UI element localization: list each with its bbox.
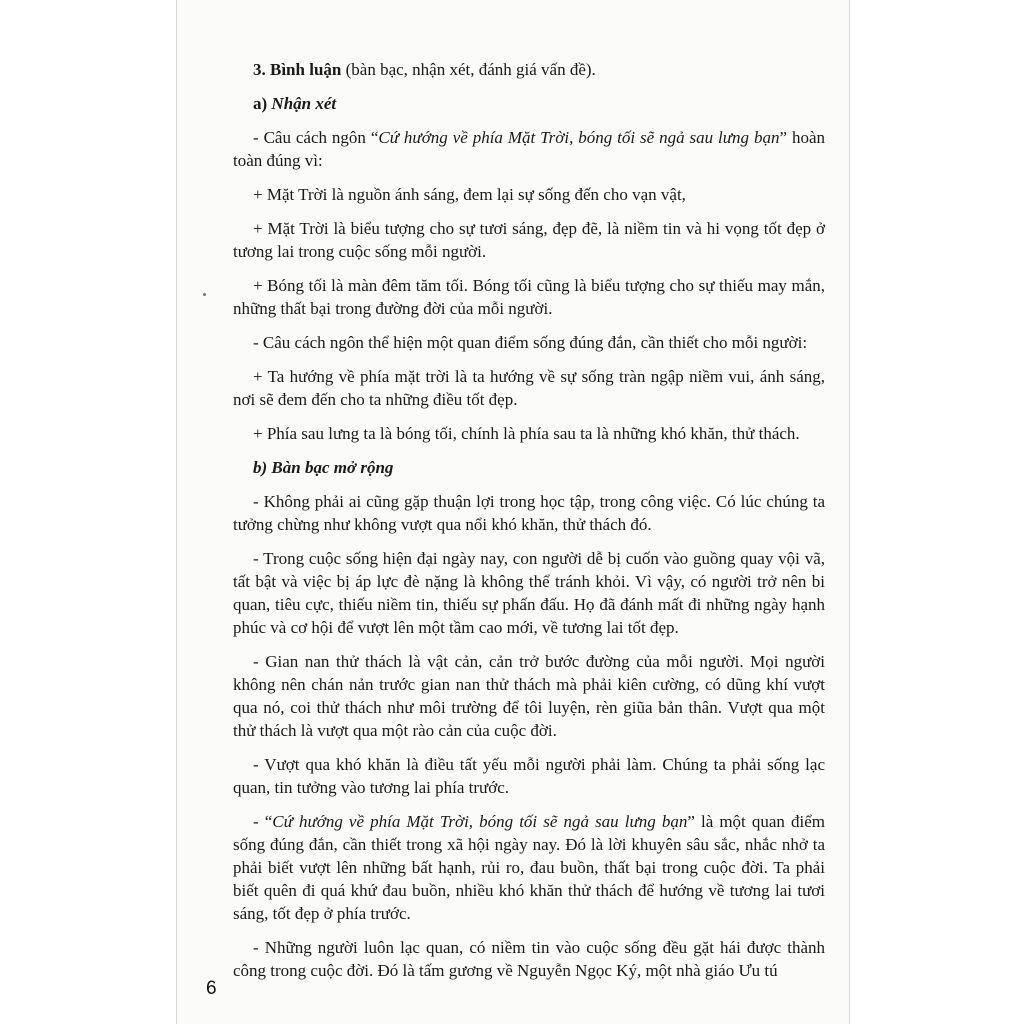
heading-title: 3. Bình luận (253, 60, 342, 79)
subheading-b: b) Bàn bạc mở rộng (253, 458, 394, 477)
paragraph: - Trong cuộc sống hiện đại ngày nay, con người dễ bị cuốn vào guồng quay vội vã, tất bật và việc bị áp lực đè nặng là không thể tránh khỏi. Vì vậy, có người trở nên bi quan, tiêu cực, thiếu niềm tin, thiếu sự phấn đấu. Họ đã đánh mất đi những ngày hạnh phúc và cơ hội để vượt lên một tầm cao mới, về tương lai tốt đẹp. (233, 549, 825, 637)
subheading-a (233, 92, 825, 115)
page-text (233, 58, 825, 993)
paragraph-text: ” là một quan điểm sống đúng đắn, cần thiết trong xã hội ngày nay. Đó là lời khuyên sâu sắc, nhắc nhở ta phải biết vượt lên những bất hạnh, rủi ro, đau buồn, thất bại trong cuộc đời. Ta phải biết quên đi quá khứ đau buồn, nhiều khó khăn thử thách để hướng về tương lai tươi sáng, tốt đẹp ở phía trước. (233, 812, 825, 923)
paragraph: + Mặt Trời là nguồn ánh sáng, đem lại sự sống đến cho vạn vật, (253, 185, 686, 204)
paragraph (233, 810, 825, 925)
section-heading (233, 58, 825, 81)
paragraph-text: - “ (253, 812, 273, 831)
heading-subtitle: (bàn bạc, nhận xét, đánh giá vấn đề). (341, 60, 596, 79)
paragraph: + Phía sau lưng ta là bóng tối, chính là phía sau ta là những khó khăn, thử thách. (253, 424, 800, 443)
paragraph: - Những người luôn lạc quan, có niềm tin vào cuộc sống đều gặt hái được thành công trong cuộc đời. Đó là tấm gương về Nguyễn Ngọc Ký, một nhà giáo Ưu tú (233, 938, 825, 980)
subheading-a-title: Nhận xét (271, 94, 337, 113)
paragraph: - Câu cách ngôn thể hiện một quan điểm sống đúng đắn, cần thiết cho mỗi người: (253, 333, 808, 352)
paragraph: - Không phải ai cũng gặp thuận lợi trong học tập, trong công việc. Có lúc chúng ta tưởng chừng như không vượt qua nổi khó khăn, thử thách đó. (233, 492, 825, 534)
paragraph: - Gian nan thử thách là vật cản, cản trở bước đường của mỗi người. Mọi người không nên chán nản trước gian nan thử thách mà phải kiên cường, có dũng khí vượt qua nó, coi thử thách như môi trường để tôi luyện, rèn giũa bản thân. Vượt qua một thử thách là vượt qua một rào cản của cuộc đời. (233, 652, 825, 740)
quote-text: Cứ hướng về phía Mặt Trời, bóng tối sẽ ngả sau lưng bạn (378, 128, 780, 147)
paragraph-text: ” hoàn toàn đúng vì: (233, 128, 825, 170)
paragraph: - Vượt qua khó khăn là điều tất yếu mỗi người phải làm. Chúng ta phải sống lạc quan, tin tưởng vào tương lai phía trước. (233, 755, 825, 797)
paragraph (233, 126, 825, 172)
paragraph-text: - Câu cách ngôn “ (253, 128, 379, 147)
book-page (176, 0, 850, 1024)
paragraph: + Bóng tối là màn đêm tăm tối. Bóng tối cũng là biểu tượng cho sự thiếu may mắn, những thất bại trong đường đời của mỗi người. (233, 276, 825, 318)
margin-speck (203, 293, 206, 296)
subheading-a-label: a) (253, 94, 272, 113)
paragraph: + Ta hướng về phía mặt trời là ta hướng về sự sống tràn ngập niềm vui, ánh sáng, nơi sẽ đem đến cho ta những điều tốt đẹp. (233, 367, 825, 409)
quote-text: Cứ hướng về phía Mặt Trời, bóng tối sẽ ngả sau lưng bạn (272, 812, 688, 831)
paragraph: + Mặt Trời là biểu tượng cho sự tươi sáng, đẹp đẽ, là niềm tin và hi vọng tốt đẹp ở tương lai trong cuộc sống mỗi người. (233, 219, 825, 261)
page-number: 6 (206, 978, 217, 999)
